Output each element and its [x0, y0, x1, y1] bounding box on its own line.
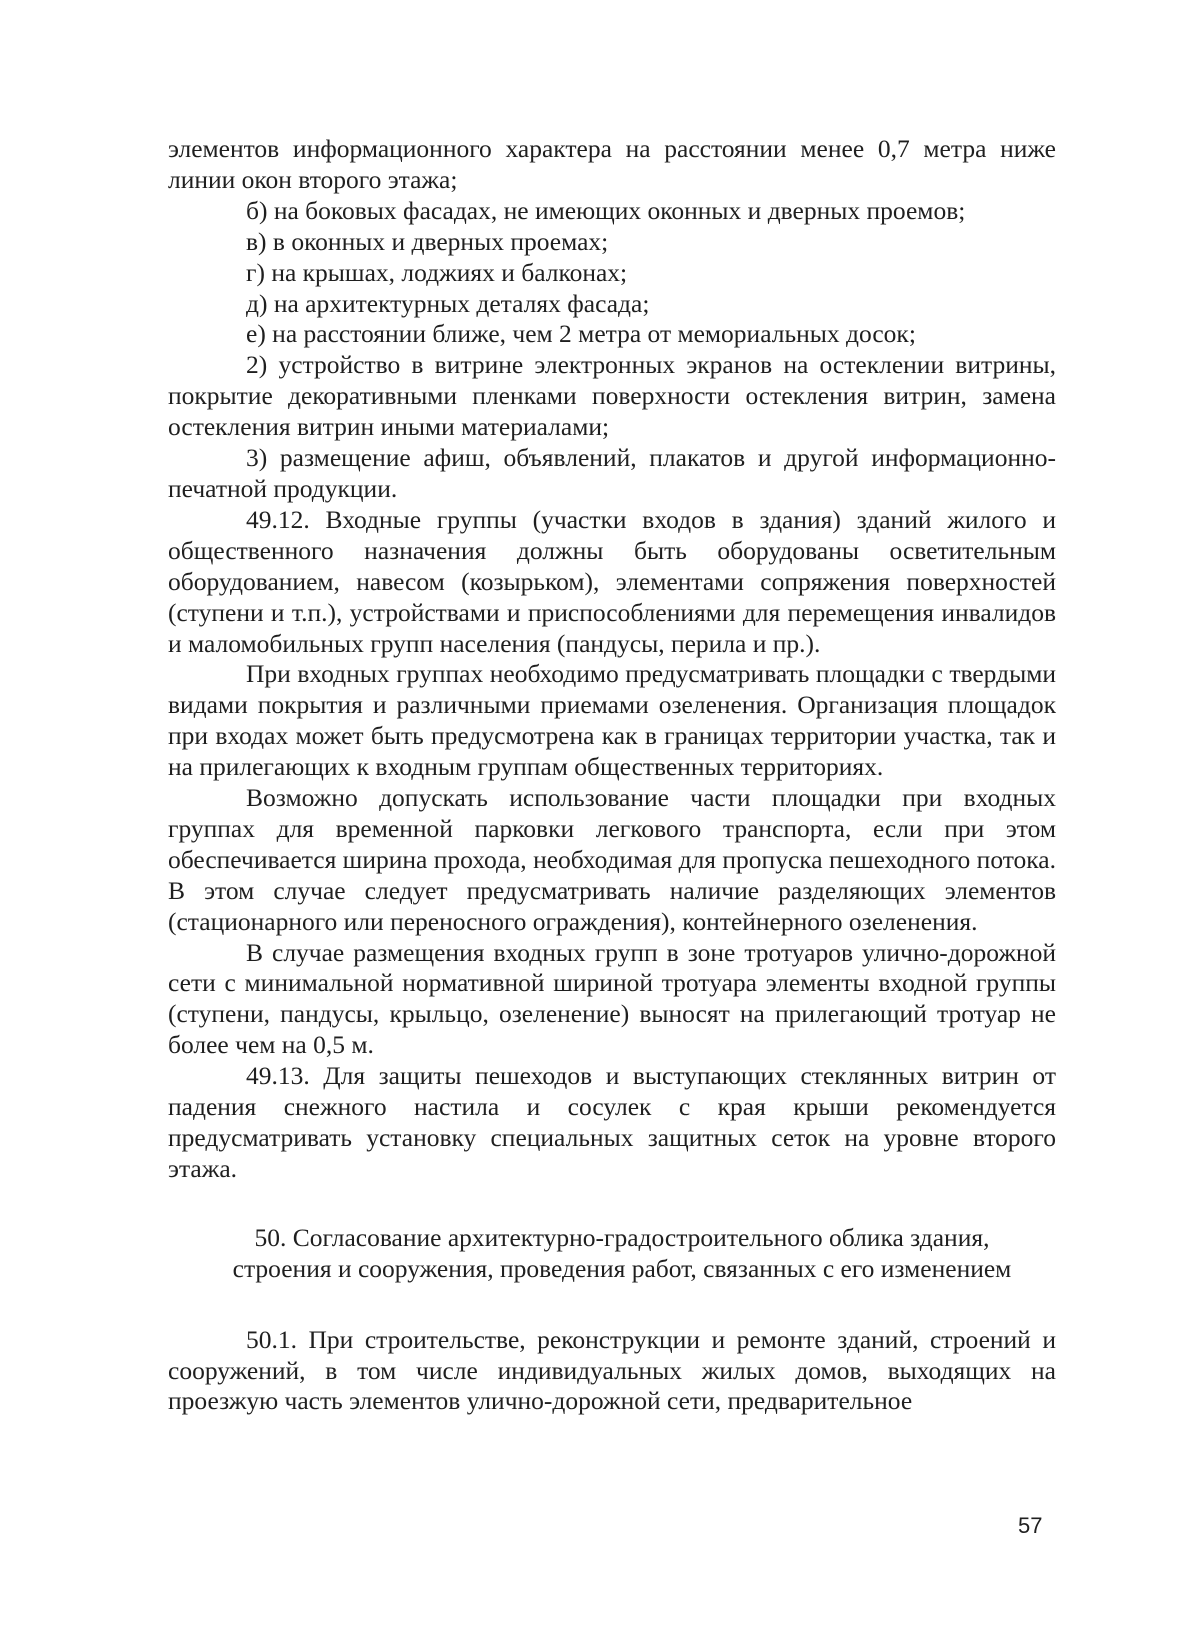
page-number: 57: [1018, 1513, 1043, 1538]
list-item-d: д) на архитектурных деталях фасада;: [246, 288, 650, 318]
clause-49-12: 49.12. Входные группы (участки входов в здания) зданий жилого и общественного назначения должны быть оборудованы осветительным оборудованием, навесом (козырьком), элементами сопряжения поверхностей (ступени и т.п.), устройствами и приспособлениями для перемещения инвалидов и маломобильных групп населения (пандусы, перила и пр.).: [168, 504, 1056, 658]
section-heading-line-2: строения и сооружения, проведения работ, связанных с его изменением: [232, 1253, 1012, 1283]
list-item-v: в) в оконных и дверных проемах;: [246, 226, 609, 256]
clause-50-1: 50.1. При строительстве, реконструкции и ремонте зданий, строений и сооружений, в том числе индивидуальных жилых домов, выходящих на проезжую часть элементов улично-дорожной сети, предварительное: [168, 1324, 1056, 1416]
list-item-b: б) на боковых фасадах, не имеющих оконных и дверных проемов;: [246, 195, 966, 225]
list-item-3: 3) размещение афиш, объявлений, плакатов и другой информационно-печатной продукции.: [168, 443, 1056, 503]
section-heading: [168, 1223, 1056, 1285]
section-heading-line-1: 50. Согласование архитектурно-градостроительного облика здания,: [254, 1222, 990, 1252]
paragraph-sidewalk: В случае размещения входных групп в зоне тротуаров улично-дорожной сети с минимальной нормативной шириной тротуара элементы входной группы (ступени, пандусы, крыльцо, озеленение) выносят на прилегающий тротуар не более чем на 0,5 м.: [168, 937, 1056, 1060]
paragraph-continuation: элементов информационного характера на расстоянии менее 0,7 метра ниже линии окон второго этажа;: [168, 134, 1056, 194]
paragraph-entrance-areas: При входных группах необходимо предусматривать площадки с твердыми видами покрытия и различными приемами озеленения. Организация площадок при входах может быть предусмотрена как в границах территории участка, так и на прилегающих к входным группам общественных территориях.: [168, 659, 1056, 782]
clause-49-13: 49.13. Для защиты пешеходов и выступающих стеклянных витрин от падения снежного настила и сосулек с края крыши рекомендуется предусматривать установку специальных защитных сеток на уровне второго этажа.: [168, 1061, 1056, 1183]
paragraph-parking: Возможно допускать использование части площадки при входных группах для временной парковки легкового транспорта, если при этом обеспечивается ширина прохода, необходимая для пропуска пешеходного потока. В этом случае следует предусматривать наличие разделяющих элементов (стационарного или переносного ограждения), контейнерного озеленения.: [168, 783, 1056, 936]
list-item-g: г) на крышах, лоджиях и балконах;: [246, 257, 628, 287]
list-item-2: 2) устройство в витрине электронных экранов на остеклении витрины, покрытие декоративными пленками поверхности остекления витрин, замена остекления витрин иными материалами;: [168, 350, 1056, 442]
document-body: [168, 134, 1056, 1417]
list-item-e: е) на расстоянии ближе, чем 2 метра от мемориальных досок;: [246, 319, 916, 349]
